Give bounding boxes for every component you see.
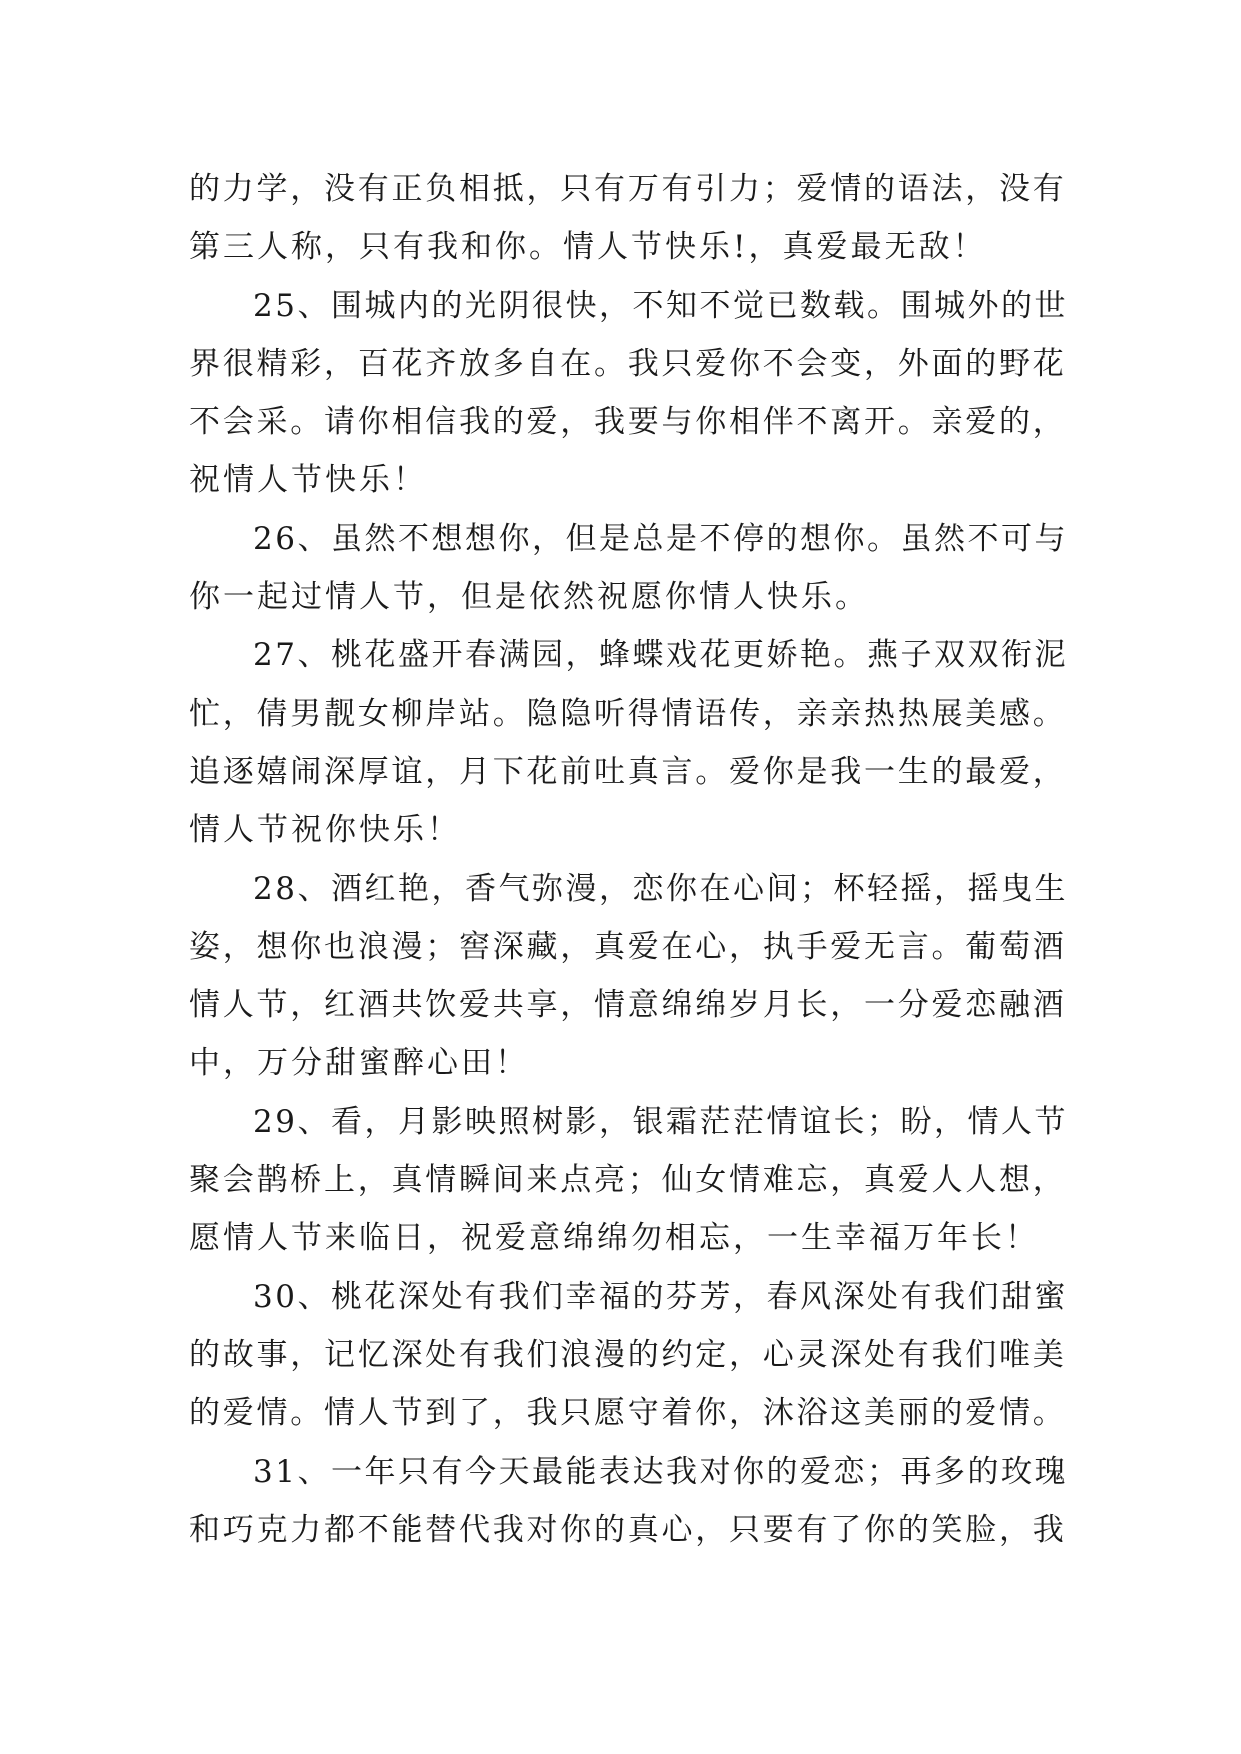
text-line: 界很精彩，百花齐放多自在。我只爱你不会变，外面的野花 — [189, 345, 1067, 382]
text-line: 第三人称，只有我和你。情人节快乐!，真爱最无敌！ — [189, 229, 987, 266]
text-line: 情人节祝你快乐！ — [189, 812, 461, 849]
text-line: 情人节，红酒共饮爱共享，情意绵绵岁月长，一分爱恋融酒 — [189, 987, 1067, 1024]
text-line: 26、虽然不想想你，但是总是不停的想你。虽然不可与 — [253, 520, 1068, 557]
text-line: 姿，想你也浪漫；窖深藏，真爱在心，执手爱无言。葡萄酒 — [189, 928, 1067, 965]
text-line: 忙，倩男靓女柳岸站。隐隐听得情语传，亲亲热热展美感。 — [189, 695, 1067, 732]
text-line: 祝情人节快乐！ — [189, 462, 427, 499]
text-line: 和巧克力都不能替代我对你的真心，只要有了你的笑脸，我 — [189, 1511, 1067, 1548]
text-line: 追逐嬉闹深厚谊，月下花前吐真言。爱你是我一生的最爱， — [189, 753, 1067, 790]
text-line: 28、酒红艳，香气弥漫，恋你在心间；杯轻摇，摇曳生 — [253, 870, 1068, 907]
text-line: 27、桃花盛开春满园，蜂蝶戏花更娇艳。燕子双双衔泥 — [253, 637, 1068, 674]
text-line: 聚会鹊桥上，真情瞬间来点亮；仙女情难忘，真爱人人想， — [189, 1162, 1067, 1199]
text-line: 你一起过情人节，但是依然祝愿你情人快乐。 — [189, 579, 869, 616]
text-line: 25、围城内的光阴很快，不知不觉已数载。围城外的世 — [253, 287, 1068, 324]
text-line: 的力学，没有正负相抵，只有万有引力；爱情的语法，没有 — [189, 171, 1067, 207]
text-line: 29、看，月影映照树影，银霜茫茫情谊长；盼，情人节 — [253, 1103, 1068, 1140]
text-line: 不会采。请你相信我的爱，我要与你相伴不离开。亲爱的， — [189, 404, 1067, 441]
text-line: 的故事，记忆深处有我们浪漫的约定，心灵深处有我们唯美 — [189, 1336, 1067, 1373]
text-line: 30、桃花深处有我们幸福的芬芳，春风深处有我们甜蜜 — [253, 1278, 1068, 1315]
text-line: 的爱情。情人节到了，我只愿守着你，沐浴这美丽的爱情。 — [189, 1395, 1067, 1432]
body-text — [189, 160, 1069, 1559]
text-line: 31、一年只有今天最能表达我对你的爱恋；再多的玫瑰 — [253, 1453, 1068, 1490]
text-line: 愿情人节来临日，祝爱意绵绵勿相忘，一生幸福万年长！ — [189, 1220, 1039, 1257]
text-line: 中，万分甜蜜醉心田！ — [189, 1045, 529, 1082]
